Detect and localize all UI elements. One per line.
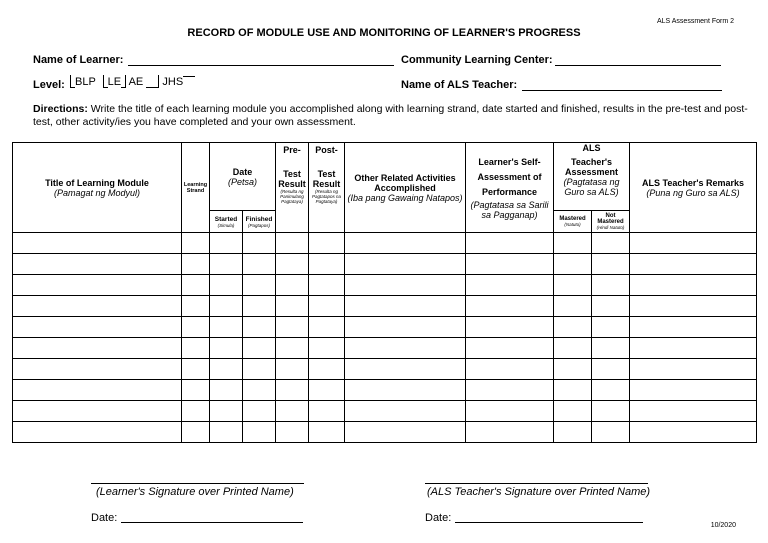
table-cell[interactable] [630,233,757,254]
col-title-header [13,143,182,233]
table-cell[interactable] [276,422,309,443]
level-option-jhs: JHS [162,76,184,88]
table-cell[interactable] [210,296,243,317]
table-cell[interactable] [13,338,182,359]
table-cell[interactable] [345,401,466,422]
level-checkbox-ae[interactable] [146,75,159,88]
teacher-date-label: Date: [425,512,452,524]
table-cell[interactable] [554,338,592,359]
table-cell[interactable] [210,338,243,359]
table-row [13,233,757,254]
table-cell[interactable] [243,338,276,359]
table-cell[interactable] [276,338,309,359]
col-not-mastered-label: Not Mastered [597,213,624,225]
name-of-als-teacher-field[interactable] [522,79,722,91]
table-cell[interactable] [554,275,592,296]
table-cell[interactable] [630,296,757,317]
table-cell[interactable] [345,254,466,275]
table-cell[interactable] [276,380,309,401]
table-cell[interactable] [210,422,243,443]
col-pre-label: Test Result [278,169,306,189]
table-cell[interactable] [243,275,276,296]
table-cell[interactable] [592,338,630,359]
table-cell[interactable] [210,359,243,380]
table-cell[interactable] [13,275,182,296]
table-cell[interactable] [309,380,345,401]
table-cell[interactable] [554,254,592,275]
col-pre-top: Pre- [283,145,301,155]
table-row [13,422,757,443]
table-cell[interactable] [13,296,182,317]
table-cell[interactable] [309,338,345,359]
table-cell[interactable] [592,296,630,317]
table-cell[interactable] [466,380,554,401]
table-cell[interactable] [243,233,276,254]
directions-text: Write the title of each learning module you accomplished along with learning strand, date started and finished, results in the pre-test and post-test, other activity/ies you have completed and your own assessment. [33,103,748,128]
directions-label: Directions: [33,103,88,115]
table-cell[interactable] [210,401,243,422]
table-cell[interactable] [466,317,554,338]
col-remarks-label: ALS Teacher's Remarks [642,177,745,188]
table-cell[interactable] [182,401,210,422]
col-self-sub: (Pagtatasa sa Sarili sa Pagganap) [470,200,549,220]
table-row [13,401,757,422]
table-cell[interactable] [554,296,592,317]
table-cell[interactable] [182,233,210,254]
table-cell[interactable] [345,380,466,401]
col-als-header [554,143,630,211]
table-cell[interactable] [630,317,757,338]
table-cell[interactable] [182,338,210,359]
table-row [13,275,757,296]
table-cell[interactable] [592,422,630,443]
col-other-header [345,143,466,233]
col-remarks-header [630,143,757,233]
level-options [70,75,195,88]
table-cell[interactable] [13,359,182,380]
table-cell[interactable] [345,338,466,359]
table-cell[interactable] [210,380,243,401]
table-cell[interactable] [592,317,630,338]
learner-date-label: Date: [91,512,118,524]
table-row [13,254,757,275]
table-cell[interactable] [592,359,630,380]
table-cell[interactable] [309,275,345,296]
table-cell[interactable] [210,233,243,254]
table-cell[interactable] [466,401,554,422]
table-cell[interactable] [309,359,345,380]
level-box-end [121,75,126,88]
learner-date-field[interactable] [121,511,303,523]
table-cell[interactable] [554,422,592,443]
name-of-als-teacher-label: Name of ALS Teacher: [401,79,518,91]
table-cell[interactable] [309,422,345,443]
table-cell[interactable] [466,254,554,275]
col-started-label: Started [214,215,238,223]
table-cell[interactable] [182,275,210,296]
table-cell[interactable] [466,359,554,380]
table-cell[interactable] [466,275,554,296]
col-finished-label: Finished [245,215,273,223]
col-not-mastered-sub: (Hindi Natuto) [596,225,625,230]
table-cell[interactable] [554,401,592,422]
col-self-header [466,143,554,233]
col-self-label: Learner's Self-Assessment of Performance [477,157,542,197]
level-option-ae: AE [128,76,144,88]
table-cell[interactable] [13,422,182,443]
col-strand-label: Learning Strand [183,181,208,194]
progress-table-body [13,233,757,443]
col-mastered-sub: (Natuto) [564,222,581,227]
table-cell[interactable] [243,254,276,275]
table-cell[interactable] [630,338,757,359]
table-cell[interactable] [554,317,592,338]
form-version: 10/2020 [710,522,736,529]
col-title-sub: (Pamagat ng Modyul) [53,187,141,198]
level-checkbox-jhs[interactable] [183,76,195,77]
table-cell[interactable] [630,422,757,443]
table-cell[interactable] [630,380,757,401]
table-row [13,338,757,359]
col-als-sub: (Pagtatasa ng Guro sa ALS) [563,177,620,197]
col-date-header [210,143,276,211]
col-als-label: Teacher's Assessment [565,157,619,177]
table-cell[interactable] [554,380,592,401]
table-cell[interactable] [630,401,757,422]
table-cell[interactable] [592,401,630,422]
col-pre-header [276,143,309,233]
table-cell[interactable] [345,317,466,338]
col-started-sub: (Simula) [217,222,235,228]
table-cell[interactable] [210,317,243,338]
table-cell[interactable] [466,296,554,317]
table-cell[interactable] [345,296,466,317]
table-cell[interactable] [243,296,276,317]
col-title-label: Title of Learning Module [45,177,149,188]
table-cell[interactable] [466,422,554,443]
table-cell[interactable] [345,233,466,254]
table-cell[interactable] [309,401,345,422]
table-cell[interactable] [554,233,592,254]
table-cell[interactable] [182,380,210,401]
table-cell[interactable] [276,401,309,422]
col-strand-header [182,143,210,233]
form-code: ALS Assessment Form 2 [656,18,734,25]
table-cell[interactable] [13,254,182,275]
table-cell[interactable] [276,254,309,275]
table-cell[interactable] [592,233,630,254]
table-cell[interactable] [345,275,466,296]
table-cell[interactable] [554,359,592,380]
table-cell[interactable] [182,254,210,275]
table-cell[interactable] [182,359,210,380]
learner-signature-line[interactable] [91,483,304,484]
community-learning-center-label: Community Learning Center: [401,54,553,66]
col-post-header [309,143,345,233]
col-finished-header [243,211,276,233]
table-row [13,317,757,338]
table-cell[interactable] [309,317,345,338]
col-post-top: Post- [315,145,338,155]
table-cell[interactable] [630,275,757,296]
table-cell[interactable] [13,380,182,401]
table-row [13,380,757,401]
col-other-sub: (Iba pang Gawaing Natapos) [347,192,463,203]
table-cell[interactable] [276,296,309,317]
table-cell[interactable] [276,275,309,296]
col-date-sub: (Petsa) [228,176,258,187]
table-cell[interactable] [182,296,210,317]
table-cell[interactable] [13,401,182,422]
col-finished-sub: (Pagtapos) [248,222,271,228]
learner-signature-caption: (Learner's Signature over Printed Name) [96,486,294,498]
table-cell[interactable] [243,359,276,380]
table-cell[interactable] [210,254,243,275]
level-option-le: LE [107,76,122,88]
table-cell[interactable] [309,233,345,254]
page-title: RECORD OF MODULE USE AND MONITORING OF LEARNER'S PROGRESS [187,27,581,39]
table-cell[interactable] [13,317,182,338]
table-row [13,296,757,317]
col-als-top: ALS [582,143,601,153]
table-cell[interactable] [182,317,210,338]
table-cell[interactable] [309,296,345,317]
teacher-signature-caption: (ALS Teacher's Signature over Printed Name) [427,486,651,498]
table-cell[interactable] [592,254,630,275]
directions [33,103,753,129]
table-cell[interactable] [13,233,182,254]
table-cell[interactable] [243,422,276,443]
table-cell[interactable] [276,317,309,338]
table-cell[interactable] [592,380,630,401]
col-pre-sub: (Resulta ng Panimulang Pagtataya) [280,189,304,204]
level-option-blp: BLP [75,76,96,88]
col-mastered-label: Mastered [559,216,586,222]
progress-table [12,142,757,443]
table-cell[interactable] [243,317,276,338]
name-of-learner-field[interactable] [128,54,394,66]
col-date-label: Date [232,166,253,177]
col-not-mastered-header [592,211,630,233]
table-cell[interactable] [466,233,554,254]
table-cell[interactable] [466,338,554,359]
table-cell[interactable] [309,254,345,275]
table-cell[interactable] [243,380,276,401]
name-of-learner-label: Name of Learner: [33,54,124,66]
table-cell[interactable] [243,401,276,422]
table-cell[interactable] [276,359,309,380]
table-cell[interactable] [630,254,757,275]
table-cell[interactable] [182,422,210,443]
table-cell[interactable] [210,275,243,296]
table-cell[interactable] [345,359,466,380]
level-label: Level: [33,79,65,91]
col-started-header [210,211,243,233]
table-cell[interactable] [630,359,757,380]
teacher-date-field[interactable] [455,511,643,523]
table-cell[interactable] [345,422,466,443]
community-learning-center-field[interactable] [555,54,721,66]
col-post-sub: (Resulta ng Pagtatapos na Pagtataya) [312,189,342,204]
col-post-label: Test Result [312,169,341,189]
col-remarks-sub: (Puna ng Guro sa ALS) [646,187,740,198]
table-cell[interactable] [592,275,630,296]
table-row [13,359,757,380]
col-mastered-header [554,211,592,233]
table-cell[interactable] [276,233,309,254]
col-other-label: Other Related Activities Accomplished [354,172,456,193]
teacher-signature-line[interactable] [425,483,648,484]
